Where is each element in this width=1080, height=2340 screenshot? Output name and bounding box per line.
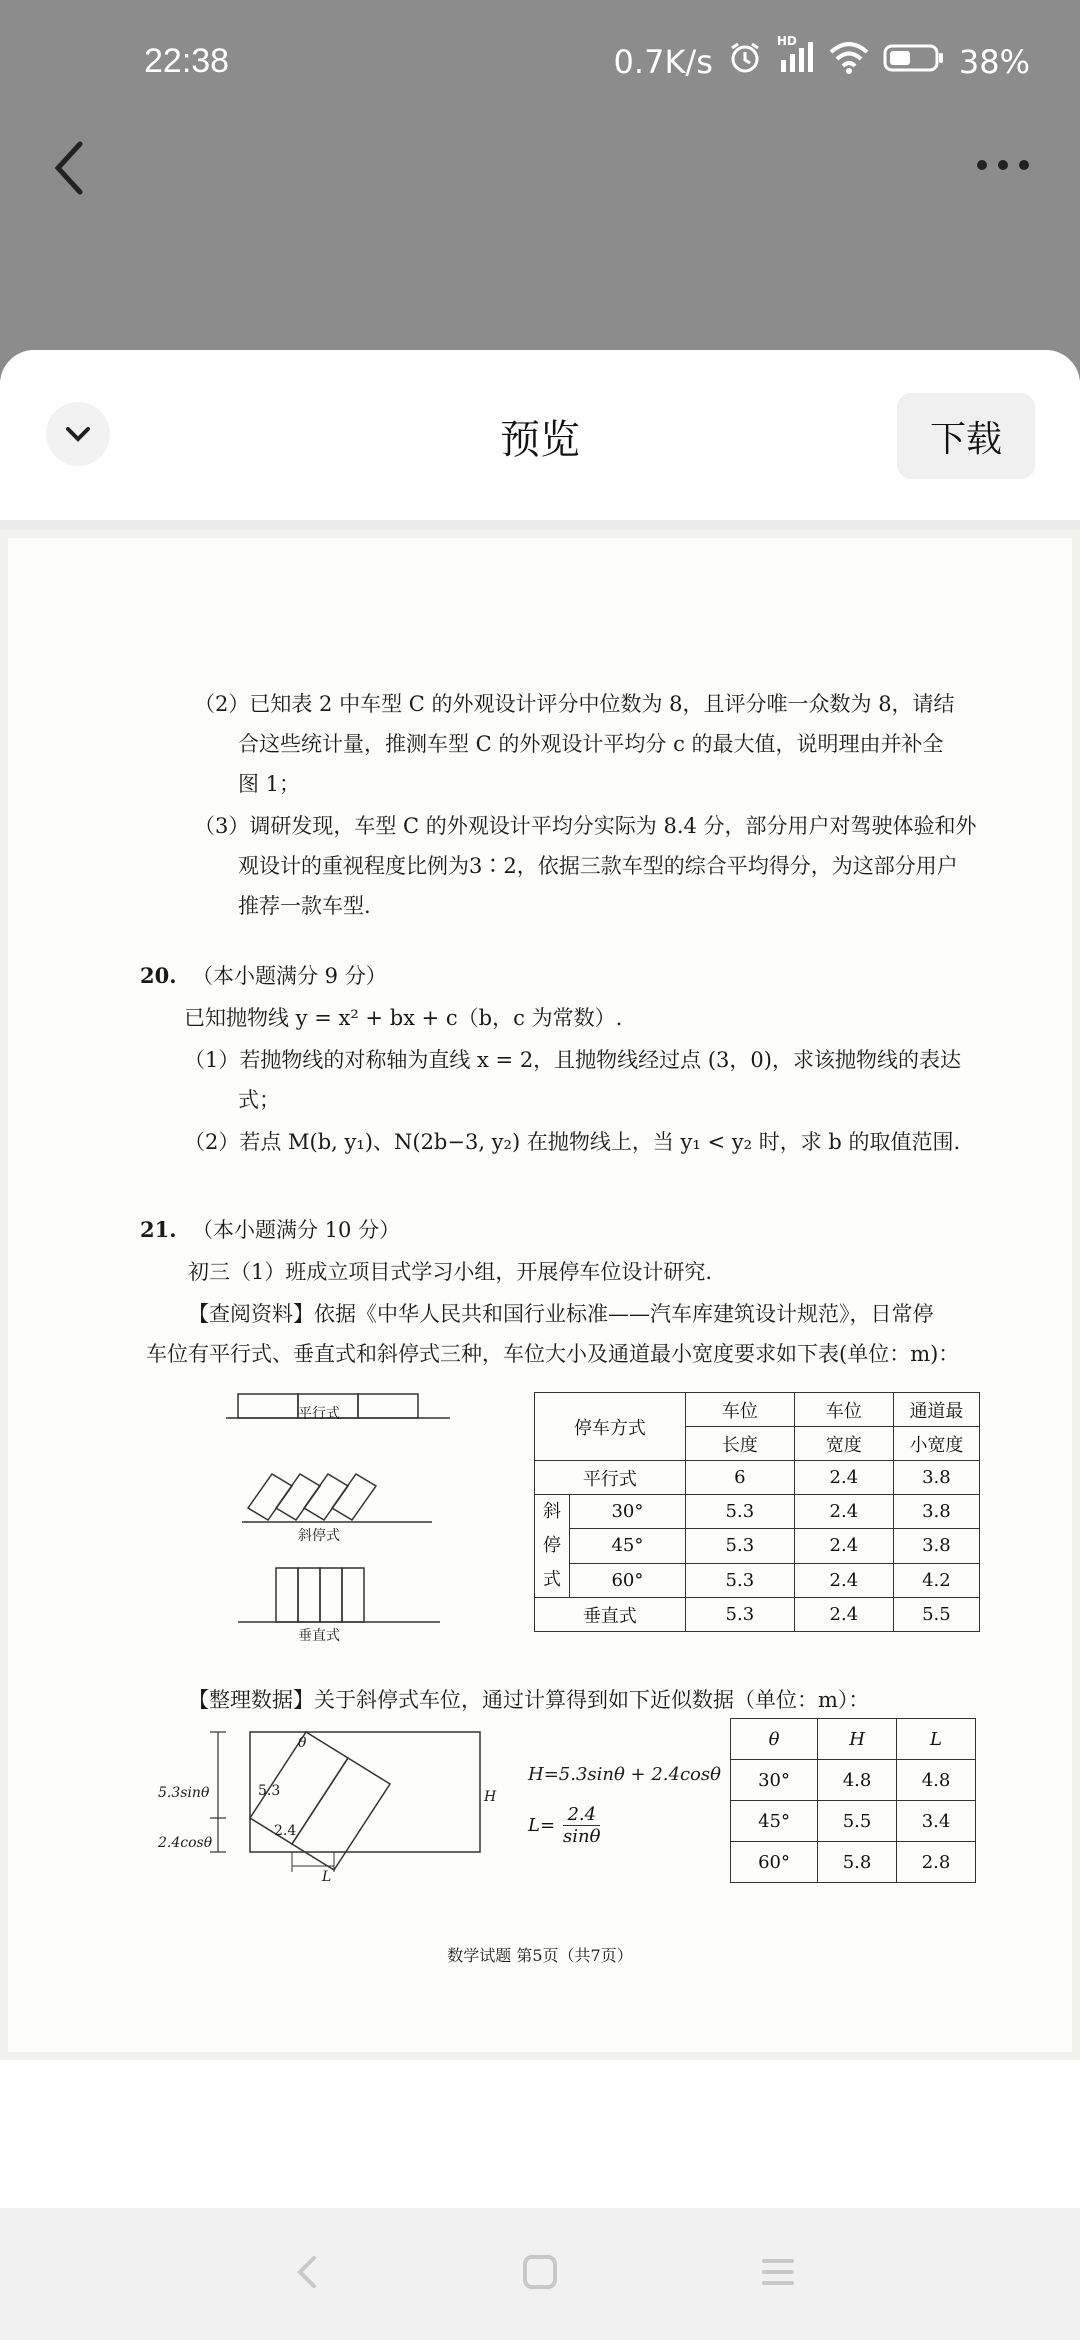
page-title: 预览 — [500, 417, 580, 463]
diagram-label-53: 5.3 — [258, 1783, 281, 1799]
table-header: 停车方式 — [535, 1393, 686, 1461]
doc-line: 观设计的重视程度比例为3∶2，依据三款车型的综合平均得分，为这部分用户 — [238, 854, 958, 878]
status-time: 22:38 — [144, 42, 230, 80]
formula-l-fraction — [559, 1804, 604, 1847]
table-cell: 5.5 — [893, 1598, 979, 1632]
doc-line: 车位有平行式、垂直式和斜停式三种，车位大小及通道最小宽度要求如下表(单位：m)： — [146, 1342, 960, 1366]
table-cell: 60° — [570, 1563, 686, 1597]
diagram-label-c-left: 2.4cosθ — [158, 1835, 213, 1851]
oblique-char: 停 — [543, 1535, 561, 1556]
table-cell: 5.3 — [685, 1495, 794, 1529]
table-cell: 45° — [570, 1529, 686, 1563]
diagram-label-H: H — [484, 1789, 497, 1805]
hd-label: HD — [776, 34, 797, 48]
parking-layout-figure — [218, 1386, 468, 1646]
table-row — [535, 1529, 980, 1563]
doc-line: 合这些统计量，推测车型 C 的外观设计平均分 c 的最大值，说明理由并补全 — [238, 732, 944, 756]
table-cell: 3.8 — [893, 1495, 979, 1529]
formula-l-numerator: 2.4 — [563, 1804, 600, 1826]
nav-back-icon — [278, 2242, 338, 2302]
table-row — [731, 1842, 976, 1883]
table-cell: 2.4 — [794, 1563, 893, 1597]
system-nav-bar — [0, 2208, 1080, 2340]
doc-line: 初三（1）班成立项目式学习小组，开展停车位设计研究. — [188, 1260, 713, 1284]
table-row — [731, 1760, 976, 1801]
page-footer: 数学试题 第5页（共7页） — [447, 1946, 633, 1965]
question-number: 21. — [140, 1217, 177, 1242]
formula-l-prefix: L= — [528, 1815, 556, 1836]
table-cell: 2.4 — [794, 1529, 893, 1563]
battery-percent: 38% — [958, 43, 1030, 81]
table-cell-oblique — [535, 1495, 570, 1598]
table-row — [535, 1598, 980, 1632]
table-header: 车位 — [685, 1393, 794, 1427]
table-cell: 4.8 — [818, 1760, 897, 1801]
parking-spec-table — [534, 1392, 980, 1632]
download-button[interactable]: 下载 — [897, 393, 1035, 479]
doc-line: （3）调研发现，车型 C 的外观设计平均分实际为 8.4 分，部分用户对驾驶体验和外 — [194, 814, 977, 838]
table-header: 通道最 — [893, 1393, 979, 1427]
more-options-button[interactable] — [968, 140, 1038, 190]
oblique-char: 斜 — [543, 1501, 561, 1522]
table-header: 车位 — [794, 1393, 893, 1427]
table-cell: 垂直式 — [535, 1598, 686, 1632]
table-cell: 5.3 — [685, 1563, 794, 1597]
question-heading: （本小题满分 10 分） — [192, 1218, 401, 1242]
question-number: 20. — [140, 963, 177, 988]
doc-line: （2）已知表 2 中车型 C 的外观设计评分中位数为 8，且评分唯一众数为 8，请结 — [194, 692, 955, 716]
table-cell: 45° — [731, 1801, 818, 1842]
nav-menu-icon — [748, 2242, 808, 2302]
table-cell: 3.4 — [897, 1801, 976, 1842]
table-row — [535, 1563, 980, 1597]
table-row — [535, 1461, 980, 1495]
table-cell: 3.8 — [893, 1461, 979, 1495]
table-header: L — [897, 1719, 976, 1760]
signal-icon — [776, 34, 815, 82]
battery-icon — [883, 43, 945, 81]
table-header: θ — [731, 1719, 818, 1760]
table-cell: 2.4 — [794, 1461, 893, 1495]
table-cell: 30° — [570, 1495, 686, 1529]
formula-l-denominator: sinθ — [563, 1826, 601, 1847]
nav-back-button[interactable] — [278, 2242, 338, 2302]
table-cell: 5.3 — [685, 1598, 794, 1632]
table-header: 宽度 — [794, 1427, 893, 1461]
table-cell: 2.8 — [897, 1842, 976, 1883]
table-cell: 5.5 — [818, 1801, 897, 1842]
table-cell: 2.4 — [794, 1598, 893, 1632]
diagram-label-h-left: 5.3sinθ — [158, 1785, 210, 1801]
net-speed: 0.7K/s — [613, 43, 713, 81]
table-header: 小宽度 — [893, 1427, 979, 1461]
table-row — [535, 1495, 980, 1529]
document-preview[interactable] — [0, 530, 1080, 2060]
table-cell: 3.8 — [893, 1529, 979, 1563]
status-bar — [0, 0, 1080, 130]
nav-home-icon — [510, 2242, 570, 2302]
doc-line: 图 1； — [238, 772, 301, 796]
table-cell: 平行式 — [535, 1461, 686, 1495]
alarm-icon — [727, 40, 763, 84]
table-cell: 4.8 — [897, 1760, 976, 1801]
diagram-label-24: 2.4 — [274, 1823, 297, 1839]
table-cell: 5.3 — [685, 1529, 794, 1563]
angle-data-table — [730, 1718, 976, 1883]
wifi-icon — [829, 42, 869, 82]
doc-line: 【整理数据】关于斜停式车位，通过计算得到如下近似数据（单位：m）： — [188, 1688, 870, 1712]
table-cell: 6 — [685, 1461, 794, 1495]
doc-line: 式； — [238, 1088, 280, 1112]
table-header: H — [818, 1719, 897, 1760]
figure-label-vertical: 垂直式 — [298, 1628, 340, 1644]
back-button[interactable] — [34, 130, 110, 206]
formula-l — [528, 1804, 604, 1847]
doc-line: 【查阅资料】依据《中华人民共和国行业标准——汽车库建筑设计规范》，日常停 — [188, 1302, 934, 1326]
figure-label-oblique: 斜停式 — [298, 1528, 340, 1544]
more-dots-icon — [968, 140, 1038, 190]
nav-home-button[interactable] — [510, 2242, 570, 2302]
doc-line: （1）若抛物线的对称轴为直线 x = 2，且抛物线经过点 (3，0)，求该抛物线的表达 — [184, 1048, 961, 1072]
diagram-label-L: L — [322, 1869, 332, 1885]
doc-line: 已知抛物线 y = x² + bx + c（b，c 为常数）. — [184, 1006, 623, 1030]
table-cell: 60° — [731, 1842, 818, 1883]
table-row — [731, 1801, 976, 1842]
doc-line: 推荐一款车型. — [238, 894, 371, 918]
table-header: 长度 — [685, 1427, 794, 1461]
sheet-bottom-area — [0, 2070, 1080, 2210]
oblique-parking-diagram — [158, 1726, 503, 1886]
table-cell: 5.8 — [818, 1842, 897, 1883]
table-cell: 4.2 — [893, 1563, 979, 1597]
formula-h: H=5.3sinθ + 2.4cosθ — [528, 1764, 721, 1785]
doc-line: （2）若点 M(b, y₁)、N(2b−3, y₂) 在抛物线上，当 y₁ < y₂ 时，求 b 的取值范围. — [184, 1130, 961, 1154]
chevron-left-icon — [34, 130, 110, 206]
table-cell: 30° — [731, 1760, 818, 1801]
nav-menu-button[interactable] — [748, 2242, 808, 2302]
figure-label-parallel: 平行式 — [298, 1406, 340, 1422]
question-heading: （本小题满分 9 分） — [192, 964, 387, 988]
diagram-label-theta: θ — [298, 1735, 307, 1751]
document-page — [8, 538, 1072, 2052]
oblique-char: 式 — [543, 1569, 561, 1590]
table-cell: 2.4 — [794, 1495, 893, 1529]
